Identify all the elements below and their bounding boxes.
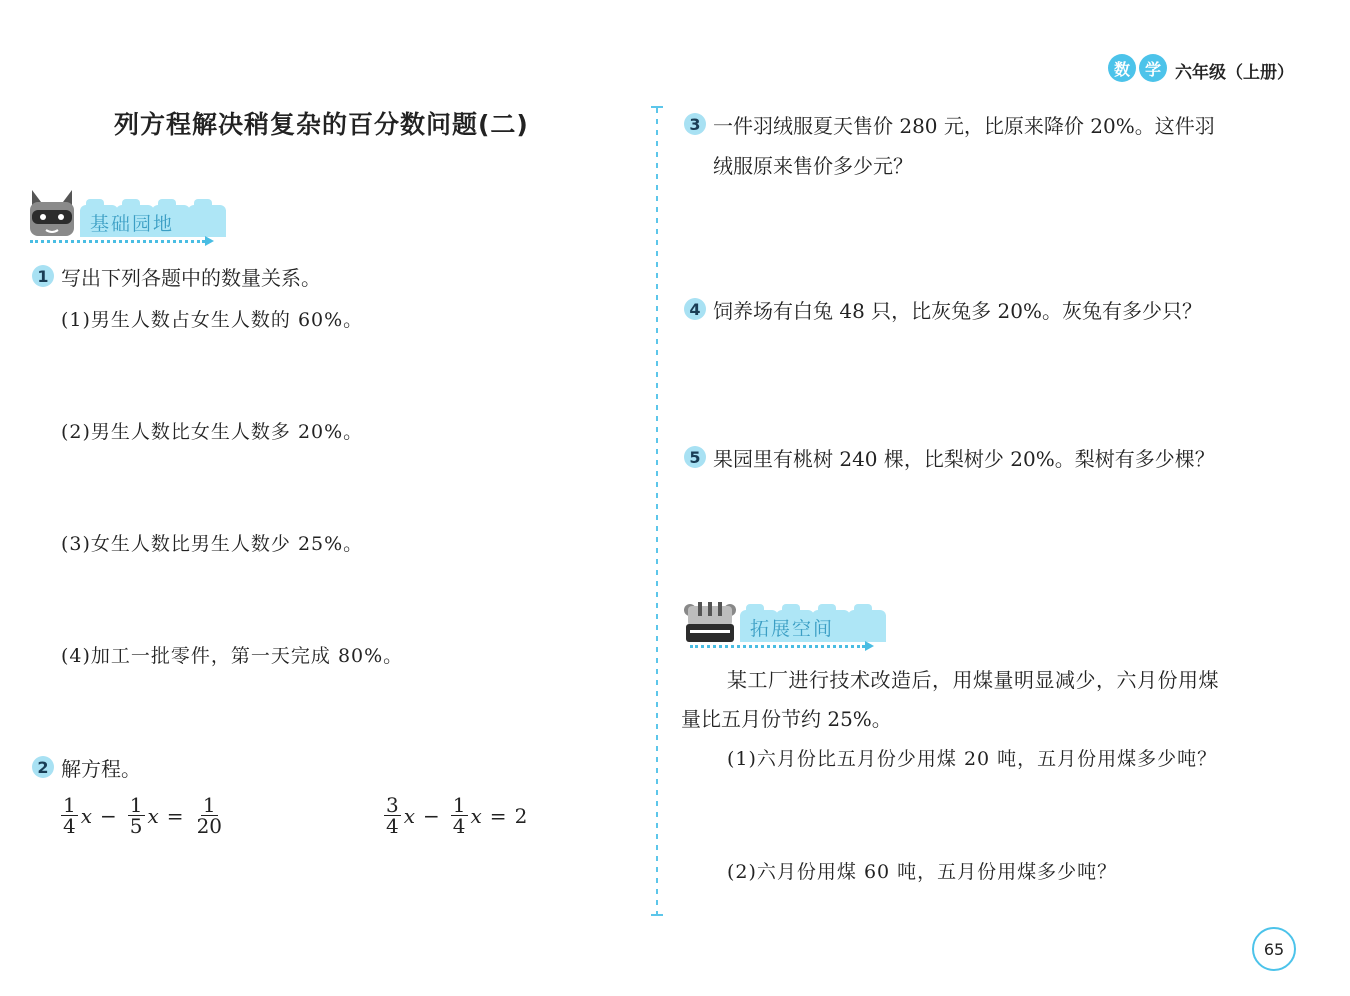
extension-text-cont: 量比五月份节约 25%。: [681, 707, 892, 731]
question-text: 饲养场有白兔 48 只，比灰兔多 20%。灰兔有多少只？: [713, 299, 1202, 323]
page-title: 列方程解决稍复杂的百分数问题(二): [114, 110, 529, 139]
arrow-icon: [205, 236, 214, 246]
fraction-numerator: 1: [452, 793, 466, 817]
grade-label: 六年级（上册）: [1175, 63, 1294, 83]
question-number: 4: [684, 298, 706, 320]
equation-1: [58, 795, 227, 836]
question-number: 1: [32, 265, 54, 287]
sub-question: (4)加工一批零件，第一天完成 80%。: [61, 645, 404, 667]
fraction-denominator: 20: [196, 814, 223, 838]
sub-question: (2)六月份用煤 60 吨，五月份用煤多少吨？: [727, 861, 1118, 883]
fraction-numerator: 1: [63, 793, 76, 817]
page-number: 65: [1252, 927, 1296, 971]
question-number: 2: [32, 756, 54, 778]
question-text: 一件羽绒服夏天售价 280 元，比原来降价 20%。这件羽: [713, 114, 1215, 138]
dotted-line: [690, 645, 865, 648]
divider-cap: [651, 914, 663, 916]
extension-text: 某工厂进行技术改造后，用煤量明显减少，六月份用煤: [727, 668, 1219, 692]
dotted-line: [30, 240, 205, 243]
arrow-icon: [865, 641, 874, 651]
question-text-cont: 绒服原来售价多少元？: [713, 154, 913, 178]
page-divider: [656, 108, 658, 916]
operator: −: [423, 803, 440, 828]
section-title-extend: 拓展空间: [750, 618, 835, 640]
sub-question: (1)六月份比五月份少用煤 20 吨，五月份用煤多少吨？: [727, 748, 1218, 770]
sub-question: (1)男生人数占女生人数的 60%。: [61, 309, 364, 331]
variable: x: [470, 803, 482, 828]
operator: =: [166, 803, 184, 828]
fraction-numerator: 3: [386, 793, 399, 817]
operator: =: [489, 803, 507, 828]
raccoon-mascot-icon: [28, 188, 76, 240]
variable: x: [403, 803, 416, 828]
equation-2: [381, 795, 527, 836]
operator: −: [100, 803, 117, 828]
fraction-numerator: 1: [129, 793, 143, 817]
fraction-denominator: 4: [63, 814, 76, 838]
fraction-denominator: 4: [386, 814, 399, 838]
fraction-denominator: 4: [452, 814, 466, 838]
variable: x: [80, 803, 93, 828]
equation-rhs: 2: [514, 803, 528, 828]
variable: x: [147, 803, 159, 828]
sub-question: (3)女生人数比男生人数少 25%。: [61, 533, 364, 555]
robot-mascot-icon: [682, 600, 738, 644]
question-text: 果园里有桃树 240 棵，比梨树少 20%。梨树有多少棵？: [713, 447, 1215, 471]
fraction-denominator: 5: [129, 814, 143, 838]
question-number: 5: [684, 446, 706, 468]
subject-char-2: 学: [1139, 54, 1167, 82]
section-title-basic: 基础园地: [90, 213, 175, 235]
subject-char-1: 数: [1108, 54, 1136, 82]
fraction-numerator: 1: [202, 793, 216, 817]
question-number: 3: [684, 113, 706, 135]
question-text: 解方程。: [61, 757, 141, 781]
question-text: 写出下列各题中的数量关系。: [61, 266, 321, 290]
sub-question: (2)男生人数比女生人数多 20%。: [61, 421, 364, 443]
